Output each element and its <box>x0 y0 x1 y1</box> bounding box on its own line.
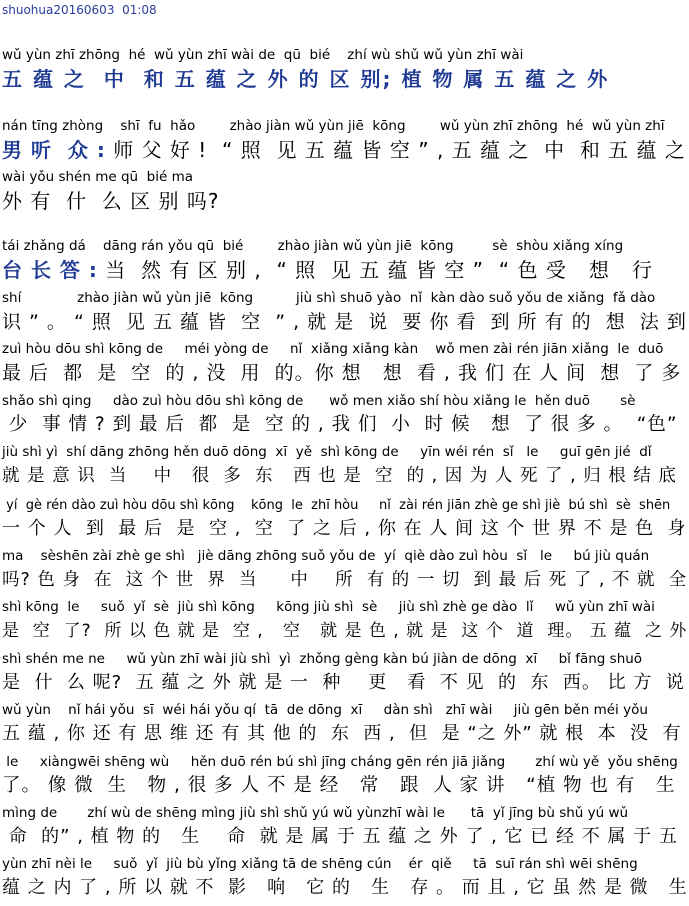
page-title: 五 蕴 之 中 和 五 蕴 之 外 的 区 别; 植 物 属 五 蕴 之 外 <box>2 67 610 91</box>
question-hanzi-line-2: 外 有 什 么 区 别 吗? <box>2 189 220 213</box>
answer-pinyin-line: yí gè rén dào zuì hòu dōu shì kōng kōng le zhī hòu nǐ zài rén jiān zhè ge shì jiè bú shì sè shēn <box>2 498 671 513</box>
answer-hanzi-line: 是 什 么 呢? 五 蕴 之 外 就 是 一 种 更 看 不 见 的 东 西。 比 方 说 <box>2 672 685 693</box>
answer-hanzi-text: 当 然 有 区 别 , “ 照 见 五 蕴 皆 空 ” “ 色 受 想 行 <box>97 258 653 282</box>
answer-hanzi-line: 就 是 意 识 当 中 很 多 东 西 也 是 空 的 , 因 为 人 死 了 , 归 根 结 底 <box>2 466 677 486</box>
title-pinyin: wǔ yùn zhī zhōng hé wǔ yùn zhī wài de qū bié zhí wù shǔ wǔ yùn zhī wài <box>2 47 524 63</box>
answer-pinyin-line: yùn zhī nèi le suǒ yǐ jiù bù yǐng xiǎng tā de shēng cún ér qiě tā suī rán shì wēi shēng <box>2 856 638 872</box>
answer-hanzi-line: 吗? 色 身 在 这 个 世 界 当 中 所 有 的 一 切 到 最 后 死 了 , 不 就 全 <box>2 570 688 590</box>
answer-pinyin-line: le xiàngwēi shēng wù hěn duō rén bú shì jīng cháng gēn rén jiā jiǎng zhí wù yě yǒu shēng <box>2 754 678 770</box>
question-pinyin-text: shī fu hǎo zhào jiàn wǔ yùn jiē kōng wǔ yùn zhī zhōng hé wǔ yùn zhī <box>103 118 665 134</box>
answer-speaker-pinyin: tái zhǎng dá <box>2 238 86 254</box>
answer-pinyin-line: zuì hòu dōu shì kōng de méi yòng de nǐ xiǎng xiǎng kàn wǒ men zài rén jiān xiǎng le duō <box>2 341 664 357</box>
answer-hanzi-line: 五 蕴 , 你 还 有 思 维 还 有 其 他 的 东 西 , 但 是 “之 外” 就 根 本 没 有 <box>2 723 682 744</box>
answer-hanzi-line <box>2 258 653 282</box>
question-pinyin-line-2: wài yǒu shén me qū bié ma <box>2 169 193 185</box>
answer-hanzi-line: 一 个 人 到 最 后 是 空 , 空 了 之 后 , 你 在 人 间 这 个 世 界 不 是 色 身 <box>2 518 687 539</box>
answer-pinyin-line: shì kōng le suǒ yǐ sè jiù shì kōng kōng jiù shì sè jiù shì zhè ge dào lǐ wǔ yùn zhī wài <box>2 599 655 615</box>
question-speaker-label: 男 听 众 : <box>2 138 106 162</box>
answer-pinyin-line: shì shén me ne wǔ yùn zhī wài jiù shì yì zhǒng gèng kàn bú jiàn de dōng xī bǐ fāng shuō <box>2 651 643 667</box>
answer-hanzi-line: 少 事 情 ? 到 最 后 都 是 空 的 , 我 们 小 时 候 想 了 很 多 。 “色” <box>2 414 678 435</box>
answer-pinyin-line: shǎo shì qing dào zuì hòu dōu shì kōng de wǒ men xiǎo shí hòu xiǎng le hěn duō sè <box>2 393 636 409</box>
answer-hanzi-line: 是 空 了? 所 以 色 就 是 空 , 空 就 是 色 , 就 是 这 个 道 理。 五 蕴 之 外 <box>2 621 688 641</box>
answer-pinyin-line: mìng de zhí wù de shēng mìng jiù shì shǔ yú wǔ yùnzhī wài le tā yǐ jīng bù shǔ yú wǔ <box>2 805 629 821</box>
question-hanzi-text: 师 父 好 ! “ 照 见 五 蕴 皆 空 ” , 五 蕴 之 中 和 五 蕴 之 <box>105 138 686 162</box>
answer-hanzi-line: 了。 像 微 生 物 , 很 多 人 不 是 经 常 跟 人 家 讲 “植 物 也 有 生 <box>2 775 676 796</box>
question-pinyin-line <box>2 118 665 135</box>
answer-speaker-label: 台 长 答 : <box>2 258 98 282</box>
answer-hanzi-line: 命 的” , 植 物 的 生 命 就 是 属 于 五 蕴 之 外 了 , 它 已 经 不 属 于 五 <box>2 826 678 847</box>
answer-pinyin-line: wǔ yùn nǐ hái yǒu sī wéi hái yǒu qí tā de dōng xī dàn shì zhī wài jiù gēn běn méi yǒu <box>2 702 648 718</box>
question-hanzi-line <box>2 138 686 162</box>
answer-hanzi-line: 最 后 都 是 空 的 , 没 用 的。你 想 想 看 , 我 们 在 人 间 想 了 多 <box>2 362 682 384</box>
answer-hanzi-line: 识 ” 。 “ 照 见 五 蕴 皆 空 ” , 就 是 说 要 你 看 到 所 有 的 想 法 到 <box>2 311 687 333</box>
answer-pinyin-line <box>2 238 623 255</box>
date-stamp: shuohua20160603 01:08 <box>2 3 157 17</box>
answer-hanzi-line: 蕴 之 内 了 , 所 以 就 不 影 响 它 的 生 存 。 而 且 , 它 虽 然 是 微 生 <box>2 877 688 898</box>
answer-pinyin-line: jiù shì yì shí dāng zhōng hěn duō dōng xī yě shì kōng de yīn wéi rén sǐ le guī gēn jié dǐ <box>2 444 652 460</box>
answer-pinyin-line: ma sèshēn zài zhè ge shì jiè dāng zhōng suǒ yǒu de yí qiè dào zuì hòu sǐ le bú jiù quán <box>2 548 650 564</box>
answer-pinyin-line: shí zhào jiàn wǔ yùn jiē kōng jiù shì shuō yào nǐ kàn dào suǒ yǒu de xiǎng fǎ dào <box>2 290 656 306</box>
answer-pinyin-text: dāng rán yǒu qū bié zhào jiàn wǔ yùn jiē kōng sè shòu xiǎng xíng <box>85 238 624 254</box>
question-speaker-pinyin: nán tīng zhòng <box>2 118 104 134</box>
